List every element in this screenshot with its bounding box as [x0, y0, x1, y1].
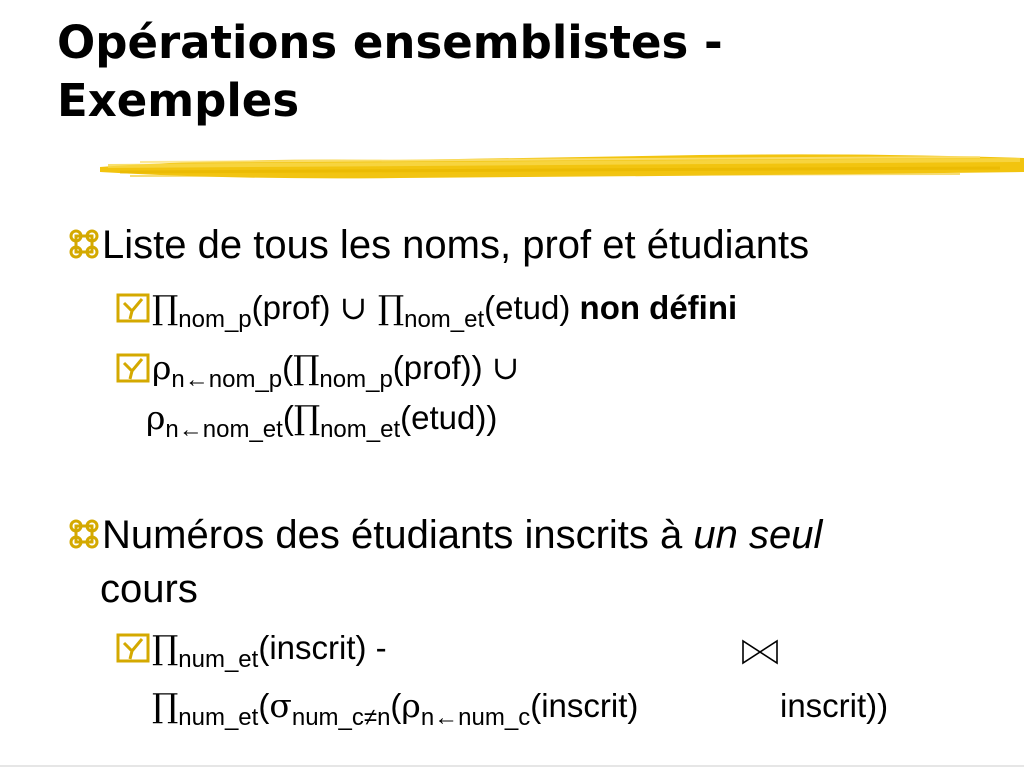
projection-argument: (etud) [484, 289, 580, 326]
projection-subscript: nom_p [319, 366, 393, 393]
checkbox-bullet-icon [116, 353, 150, 383]
projection-symbol: ∏ [152, 686, 179, 725]
sub-bullet-1-1 [116, 288, 738, 333]
bullet-2-text-continued: cours [100, 567, 198, 611]
rename-symbol: ρ [152, 348, 172, 387]
non-defini-note: non défini [579, 289, 738, 326]
rename-symbol: ρ [146, 398, 166, 437]
projection-subscript: num_et [178, 646, 259, 673]
join-right-operand [780, 686, 888, 726]
projection-argument: (etud)) [400, 399, 498, 436]
open-paren: ( [282, 349, 294, 386]
slide-title-line-2: Exemples [57, 74, 300, 127]
sub-bullet-1-2-continued [146, 398, 498, 443]
join-right-operand-text: inscrit)) [780, 687, 889, 724]
projection-symbol: ∏ [367, 288, 405, 327]
title-underline-brush [100, 150, 1024, 186]
open-paren: ( [282, 399, 294, 436]
rename-subscript: n←nom_p [171, 366, 283, 393]
rename-subscript: n←num_c [420, 704, 531, 731]
rename-subscript: n←nom_et [165, 416, 283, 443]
projection-symbol: ∏ [293, 348, 320, 387]
bottom-divider [0, 765, 1024, 767]
bullet-1-text: Liste de tous les noms, prof et étudiants [102, 223, 810, 267]
selection-symbol: σ [269, 686, 292, 725]
command-key-bullet-icon [66, 514, 102, 554]
rename-symbol: ρ [401, 686, 421, 725]
bullet-item-2-continued [100, 566, 198, 612]
selection-subscript: num_c≠n [291, 704, 391, 731]
checkbox-bullet-icon [116, 633, 150, 663]
projection-argument: (prof) [251, 289, 340, 326]
sub-bullet-2-1-continued [152, 686, 639, 731]
bullet-item-2 [66, 512, 822, 558]
natural-join-icon [740, 638, 780, 666]
open-paren: ( [390, 687, 402, 724]
slide-title-line-1: Opérations ensemblistes - [57, 16, 723, 69]
rename-argument: (inscrit) [530, 687, 639, 724]
projection-argument: (prof)) [392, 349, 492, 386]
projection-subscript: nom_p [178, 306, 252, 333]
projection-symbol: ∏ [152, 288, 179, 327]
bullet-item-1 [66, 222, 809, 268]
bullet-2-italic-text: un seul [693, 513, 823, 557]
projection-symbol: ∏ [293, 398, 321, 437]
projection-subscript: nom_et [404, 306, 485, 333]
bullet-2-text: Numéros des étudiants inscrits à [102, 513, 694, 557]
command-key-bullet-icon [66, 224, 102, 264]
union-symbol: ∪ [339, 288, 368, 327]
union-symbol: ∪ [491, 348, 520, 387]
sub-bullet-1-2 [116, 348, 520, 393]
projection-subscript: nom_et [320, 416, 401, 443]
projection-argument: (inscrit) - [258, 629, 387, 666]
sub-bullet-2-1 [116, 628, 387, 673]
projection-subscript: num_et [178, 704, 259, 731]
slide-title [57, 14, 997, 130]
open-paren: ( [258, 687, 270, 724]
checkbox-bullet-icon [116, 293, 150, 323]
projection-symbol: ∏ [152, 628, 179, 667]
